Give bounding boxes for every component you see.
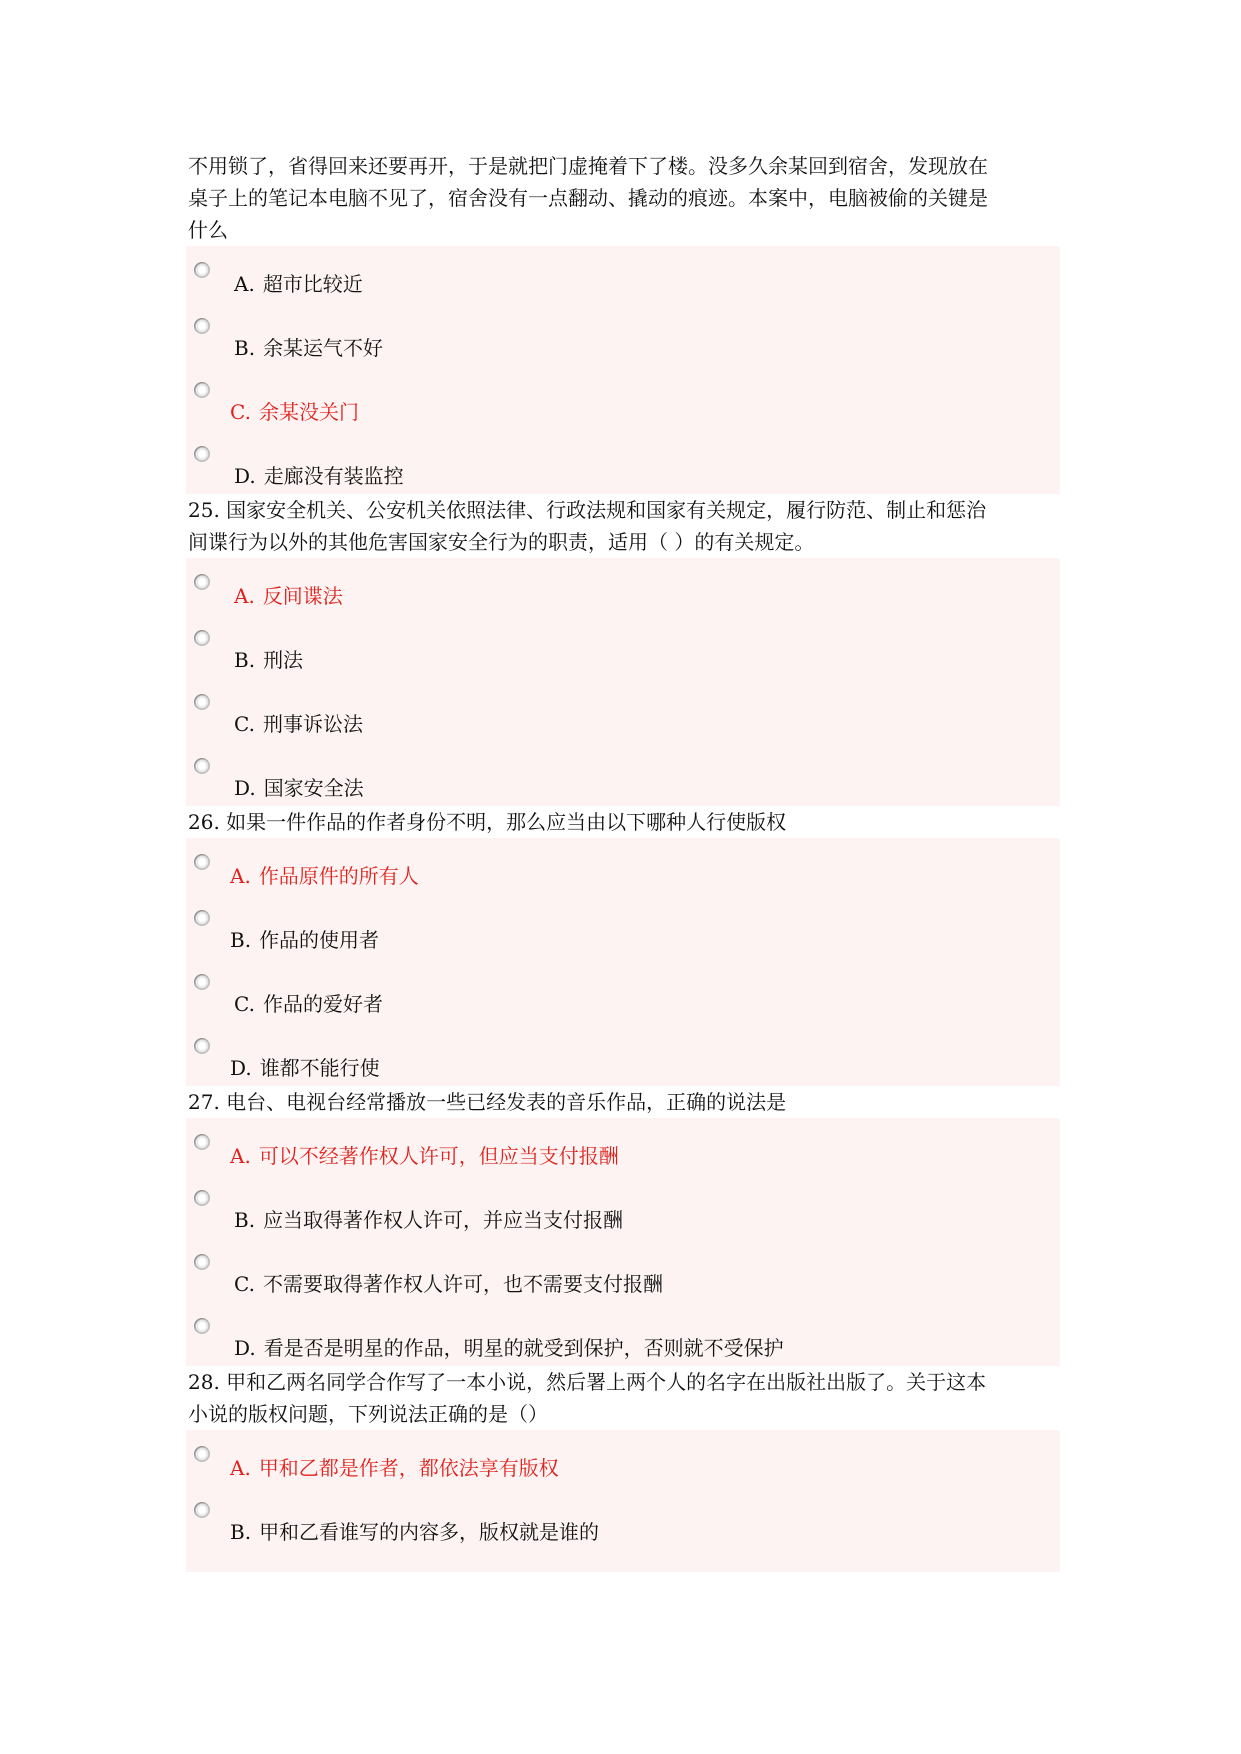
radio-button[interactable] [194, 574, 210, 590]
radio-button[interactable] [194, 630, 210, 646]
radio-button[interactable] [194, 910, 210, 926]
option-a[interactable]: A. 作品原件的所有人 [186, 838, 1060, 894]
option-a[interactable]: A. 可以不经著作权人许可，但应当支付报酬 [186, 1118, 1060, 1174]
question-25 [186, 494, 1060, 806]
option-c[interactable]: C. 作品的爱好者 [186, 958, 1060, 1022]
options-group [186, 1430, 1060, 1572]
option-c[interactable]: C. 不需要取得著作权人许可，也不需要支付报酬 [186, 1238, 1060, 1302]
option-b[interactable]: B. 刑法 [186, 614, 1060, 678]
option-d[interactable]: D. 谁都不能行使 [186, 1022, 1060, 1086]
radio-button[interactable] [194, 1038, 210, 1054]
exam-page [186, 150, 1060, 1572]
radio-button[interactable] [194, 694, 210, 710]
option-b[interactable]: B. 应当取得著作权人许可，并应当支付报酬 [186, 1174, 1060, 1238]
question-24 [186, 150, 1060, 494]
option-b[interactable]: B. 作品的使用者 [186, 894, 1060, 958]
option-c[interactable]: C. 余某没关门 [186, 366, 1060, 430]
radio-button[interactable] [194, 1134, 210, 1150]
option-a[interactable]: A. 甲和乙都是作者，都依法享有版权 [186, 1430, 1060, 1486]
radio-button[interactable] [194, 382, 210, 398]
options-group [186, 1118, 1060, 1366]
question-28 [186, 1366, 1060, 1572]
option-a[interactable]: A. 超市比较近 [186, 246, 1060, 302]
question-26 [186, 806, 1060, 1086]
option-d[interactable]: D. 走廊没有装监控 [186, 430, 1060, 494]
radio-button[interactable] [194, 446, 210, 462]
question-text: 26. 如果一件作品的作者身份不明，那么应当由以下哪种人行使版权 [188, 810, 787, 834]
radio-button[interactable] [194, 1318, 210, 1334]
options-group [186, 838, 1060, 1086]
option-d[interactable]: D. 看是否是明星的作品，明星的就受到保护，否则就不受保护 [186, 1302, 1060, 1366]
question-text: 不用锁了，省得回来还要再开，于是就把门虚掩着下了楼。没多久余某回到宿舍，发现放在 桌子上的笔记本电脑不见了，宿舍没有一点翻动、撬动的痕迹。本案中，电脑被偷的关键是 什么 [188, 154, 988, 242]
options-group [186, 558, 1060, 806]
options-bottom-padding [186, 1550, 1060, 1572]
option-b[interactable]: B. 甲和乙看谁写的内容多，版权就是谁的 [186, 1486, 1060, 1550]
question-27 [186, 1086, 1060, 1366]
radio-button[interactable] [194, 1502, 210, 1518]
radio-button[interactable] [194, 758, 210, 774]
question-text: 25. 国家安全机关、公安机关依照法律、行政法规和国家有关规定，履行防范、制止和惩治 间谍行为以外的其他危害国家安全行为的职责，适用（ ）的有关规定。 [188, 498, 987, 554]
options-group [186, 246, 1060, 494]
radio-button[interactable] [194, 974, 210, 990]
question-text: 27. 电台、电视台经常播放一些已经发表的音乐作品，正确的说法是 [188, 1090, 787, 1114]
radio-button[interactable] [194, 1190, 210, 1206]
option-a[interactable]: A. 反间谍法 [186, 558, 1060, 614]
radio-button[interactable] [194, 318, 210, 334]
radio-button[interactable] [194, 1254, 210, 1270]
option-c[interactable]: C. 刑事诉讼法 [186, 678, 1060, 742]
option-d[interactable]: D. 国家安全法 [186, 742, 1060, 806]
radio-button[interactable] [194, 1446, 210, 1462]
radio-button[interactable] [194, 854, 210, 870]
radio-button[interactable] [194, 262, 210, 278]
question-text: 28. 甲和乙两名同学合作写了一本小说，然后署上两个人的名字在出版社出版了。关于这本 小说的版权问题，下列说法正确的是（） [188, 1370, 987, 1426]
option-b[interactable]: B. 余某运气不好 [186, 302, 1060, 366]
